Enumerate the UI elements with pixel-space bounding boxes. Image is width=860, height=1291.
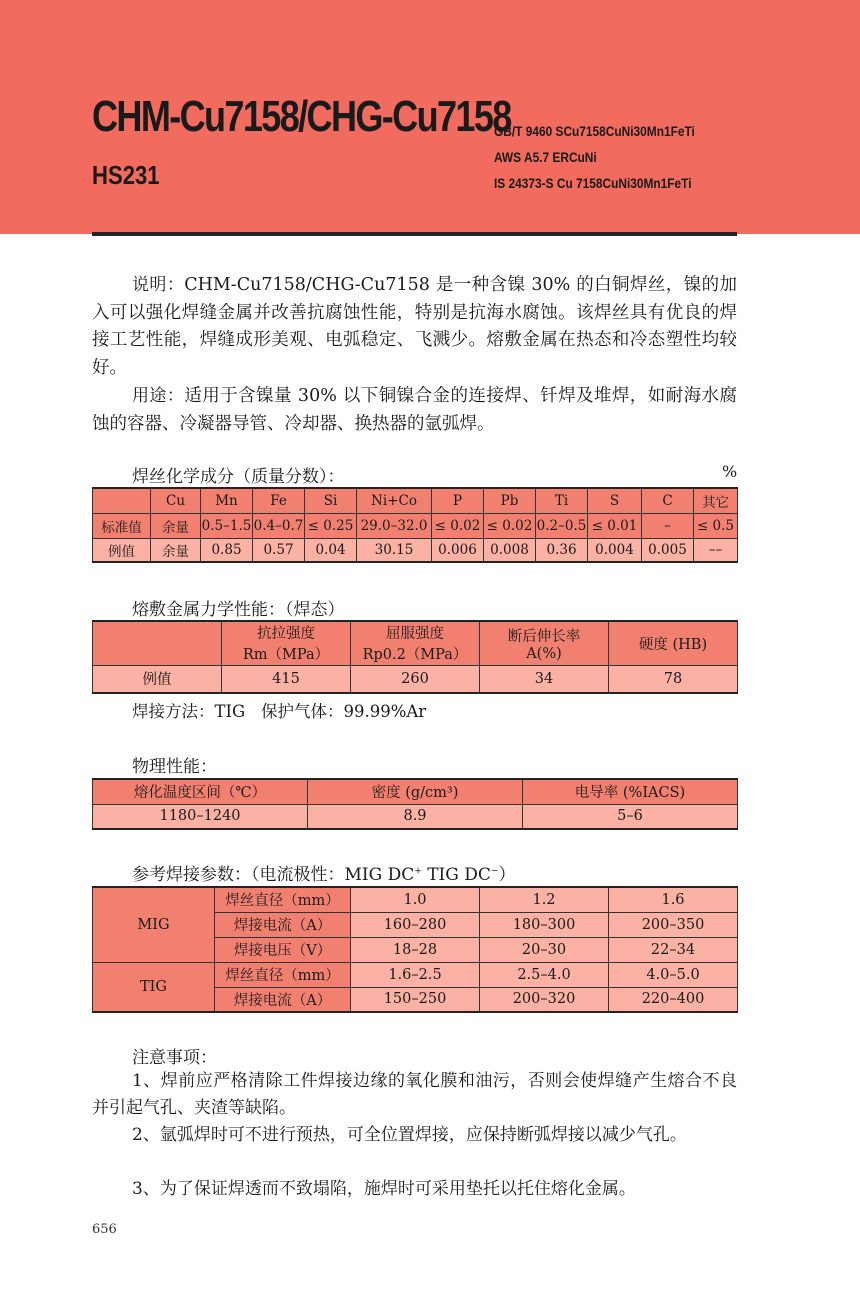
params-heading xyxy=(132,860,515,885)
standard-aws: AWS A5.7 ERCuNi xyxy=(494,149,597,165)
param-value: 180–300 xyxy=(480,912,609,937)
chemistry-table xyxy=(92,487,738,563)
param-value: 220–400 xyxy=(609,987,738,1012)
chemistry-heading xyxy=(132,462,345,487)
param-value: 1.6–2.5 xyxy=(351,962,480,987)
chem-r0c0: 标准值 xyxy=(93,513,151,538)
chemistry-header-row xyxy=(93,488,738,513)
param-value: 1.2 xyxy=(480,887,609,912)
method-label: 焊接方法： xyxy=(132,702,215,721)
chem-h1: Cu xyxy=(151,488,201,513)
chem-r0c3: 0.4–0.7 xyxy=(253,513,305,538)
chem-h8: Ti xyxy=(536,488,588,513)
physical-header-row xyxy=(93,779,738,804)
params-title-mid: TIG DC xyxy=(421,865,491,885)
group-mig: MIG xyxy=(93,887,215,962)
welding-method-line xyxy=(132,698,426,722)
chem-r0c7: ≤ 0.02 xyxy=(484,513,536,538)
description-label: 说明： xyxy=(132,275,185,295)
param-value: 1.6 xyxy=(609,887,738,912)
phys-h0: 熔化温度区间（℃） xyxy=(93,779,308,804)
standard-iso: IS 24373-S Cu 7158CuNi30Mn1FeTi xyxy=(494,175,692,191)
chem-h4: Si xyxy=(305,488,357,513)
mech-h-empty xyxy=(93,621,222,665)
param-label: 焊接电压（V） xyxy=(215,937,351,962)
param-value: 1.0 xyxy=(351,887,480,912)
mechanical-title: 熔敷金属力学性能： xyxy=(132,600,285,620)
mech-v1: 260 xyxy=(351,665,480,693)
gas-value: 99.99%Ar xyxy=(343,702,427,721)
group-tig: TIG xyxy=(93,962,215,1012)
param-value: 160–280 xyxy=(351,912,480,937)
mech-v2: 34 xyxy=(480,665,609,693)
params-title-paren: （电流极性：MIG DC xyxy=(251,865,415,885)
header-band xyxy=(0,0,860,234)
chem-h11: 其它 xyxy=(694,488,738,513)
phys-h2: 电导率 (%IACS) xyxy=(523,779,738,804)
chemistry-title-paren: （质量分数）： xyxy=(234,467,345,487)
params-title-end: ） xyxy=(498,865,516,885)
params-row xyxy=(93,962,738,987)
chem-r0c1: 余量 xyxy=(151,513,201,538)
chem-h2: Mn xyxy=(201,488,253,513)
param-value: 200–320 xyxy=(480,987,609,1012)
header-rule xyxy=(92,232,737,236)
physical-heading: 物理性能： xyxy=(132,757,217,777)
usage-text: 适用于含镍量 30% 以下铜镍合金的连接焊、钎焊及堆焊，如耐海水腐蚀的容器、冷凝器导管、冷却器、换热器的氩弧焊。 xyxy=(92,386,737,434)
chem-r1c11: –– xyxy=(694,538,738,562)
mech-row-label: 例值 xyxy=(93,665,222,693)
chem-r0c5: 29.0–32.0 xyxy=(357,513,432,538)
mechanical-header-row xyxy=(93,621,738,665)
chem-r1c2: 0.85 xyxy=(201,538,253,562)
params-table xyxy=(92,886,738,1013)
param-value: 2.5–4.0 xyxy=(480,962,609,987)
description-text: CHM-Cu7158/CHG-Cu7158 是一种含镍 30% 的白铜焊丝，镍的加入可以强化焊缝金属并改善抗腐蚀性能，特别是抗海水腐蚀。该焊丝具有优良的焊接工艺性能，焊缝成形美观、电弧稳定、飞溅少。熔敷金属在热态和冷态塑性均较好。 xyxy=(92,275,737,378)
note-item: 1、焊前应严格清除工件焊接边缘的氧化膜和油污，否则会使焊缝产生熔合不良并引起气孔、夹渣等缺陷。 xyxy=(92,1071,737,1118)
chem-r0c2: 0.5–1.5 xyxy=(201,513,253,538)
chem-r1c1: 余量 xyxy=(151,538,201,562)
standard-gb: GB/T 9460 SCu7158CuNi30Mn1FeTi xyxy=(494,123,695,139)
product-subtitle: HS231 xyxy=(92,160,160,190)
chemistry-unit: % xyxy=(722,462,738,481)
chem-h10: C xyxy=(642,488,694,513)
params-row xyxy=(93,887,738,912)
params-sup-minus: − xyxy=(490,866,499,877)
gas-label: 保护气体： xyxy=(260,702,344,721)
param-value: 22–34 xyxy=(609,937,738,962)
chem-h9: S xyxy=(588,488,642,513)
chem-r1c8: 0.36 xyxy=(536,538,588,562)
chem-h3: Fe xyxy=(253,488,305,513)
chem-r0c9: ≤ 0.01 xyxy=(588,513,642,538)
param-label: 焊丝直径（mm） xyxy=(215,887,351,912)
chemistry-standard-row xyxy=(93,513,738,538)
mech-h-elongation: 断后伸长率 A(%) xyxy=(480,621,609,665)
chem-h6: P xyxy=(432,488,484,513)
param-value: 18–28 xyxy=(351,937,480,962)
param-value: 20–30 xyxy=(480,937,609,962)
chemistry-title: 焊丝化学成分 xyxy=(132,467,234,487)
chem-r1c5: 30.15 xyxy=(357,538,432,562)
phys-h1: 密度 (g/cm³) xyxy=(308,779,523,804)
description-paragraph xyxy=(92,272,737,382)
chem-r0c10: – xyxy=(642,513,694,538)
param-value: 200–350 xyxy=(609,912,738,937)
mech-h-hardness: 硬度 (HB) xyxy=(609,621,738,665)
mech-v0: 415 xyxy=(222,665,351,693)
note-item: 2、氩弧焊时可不进行预热，可全位置焊接，应保持断弧焊接以减少气孔。 xyxy=(132,1125,687,1145)
chem-h0 xyxy=(93,488,151,513)
chem-h7: Pb xyxy=(484,488,536,513)
note-item: 3、为了保证焊透而不致塌陷，施焊时可采用垫托以托住熔化金属。 xyxy=(132,1179,636,1199)
phys-v0: 1180–1240 xyxy=(93,804,308,829)
mechanical-table xyxy=(92,620,738,694)
mech-h-tensile: 抗拉强度 Rm（MPa） xyxy=(222,621,351,665)
chem-r0c11: ≤ 0.5 xyxy=(694,513,738,538)
mechanical-example-row xyxy=(93,665,738,693)
chem-r1c6: 0.006 xyxy=(432,538,484,562)
chemistry-example-row xyxy=(93,538,738,562)
chem-r1c7: 0.008 xyxy=(484,538,536,562)
params-title: 参考焊接参数： xyxy=(132,865,251,885)
chem-r0c6: ≤ 0.02 xyxy=(432,513,484,538)
mechanical-heading xyxy=(132,595,345,620)
chem-r1c9: 0.004 xyxy=(588,538,642,562)
page-number: 656 xyxy=(92,1222,117,1237)
param-label: 焊接电流（A） xyxy=(215,912,351,937)
param-label: 焊接电流（A） xyxy=(215,987,351,1012)
params-sup-plus: + xyxy=(414,866,422,877)
phys-v2: 5–6 xyxy=(523,804,738,829)
usage-label: 用途： xyxy=(132,386,185,406)
phys-v1: 8.9 xyxy=(308,804,523,829)
standards-list xyxy=(494,118,695,196)
physical-value-row xyxy=(93,804,738,829)
usage-paragraph xyxy=(92,383,737,438)
chem-r1c10: 0.005 xyxy=(642,538,694,562)
param-value: 150–250 xyxy=(351,987,480,1012)
mech-v3: 78 xyxy=(609,665,738,693)
chem-r1c3: 0.57 xyxy=(253,538,305,562)
physical-table xyxy=(92,778,738,830)
notes-title: 注意事项： xyxy=(132,1048,217,1068)
chem-r1c4: 0.04 xyxy=(305,538,357,562)
method-value: TIG xyxy=(214,702,246,721)
mech-h-yield: 屈服强度 Rp0.2（MPa） xyxy=(351,621,480,665)
chem-r1c0: 例值 xyxy=(93,538,151,562)
mechanical-title-paren: （焊态） xyxy=(285,600,345,620)
product-title: CHM-Cu7158/CHG-Cu7158 xyxy=(92,92,511,141)
param-value: 4.0–5.0 xyxy=(609,962,738,987)
chem-h5: Ni+Co xyxy=(357,488,432,513)
chem-r0c4: ≤ 0.25 xyxy=(305,513,357,538)
chem-r0c8: 0.2–0.5 xyxy=(536,513,588,538)
param-label: 焊丝直径（mm） xyxy=(215,962,351,987)
